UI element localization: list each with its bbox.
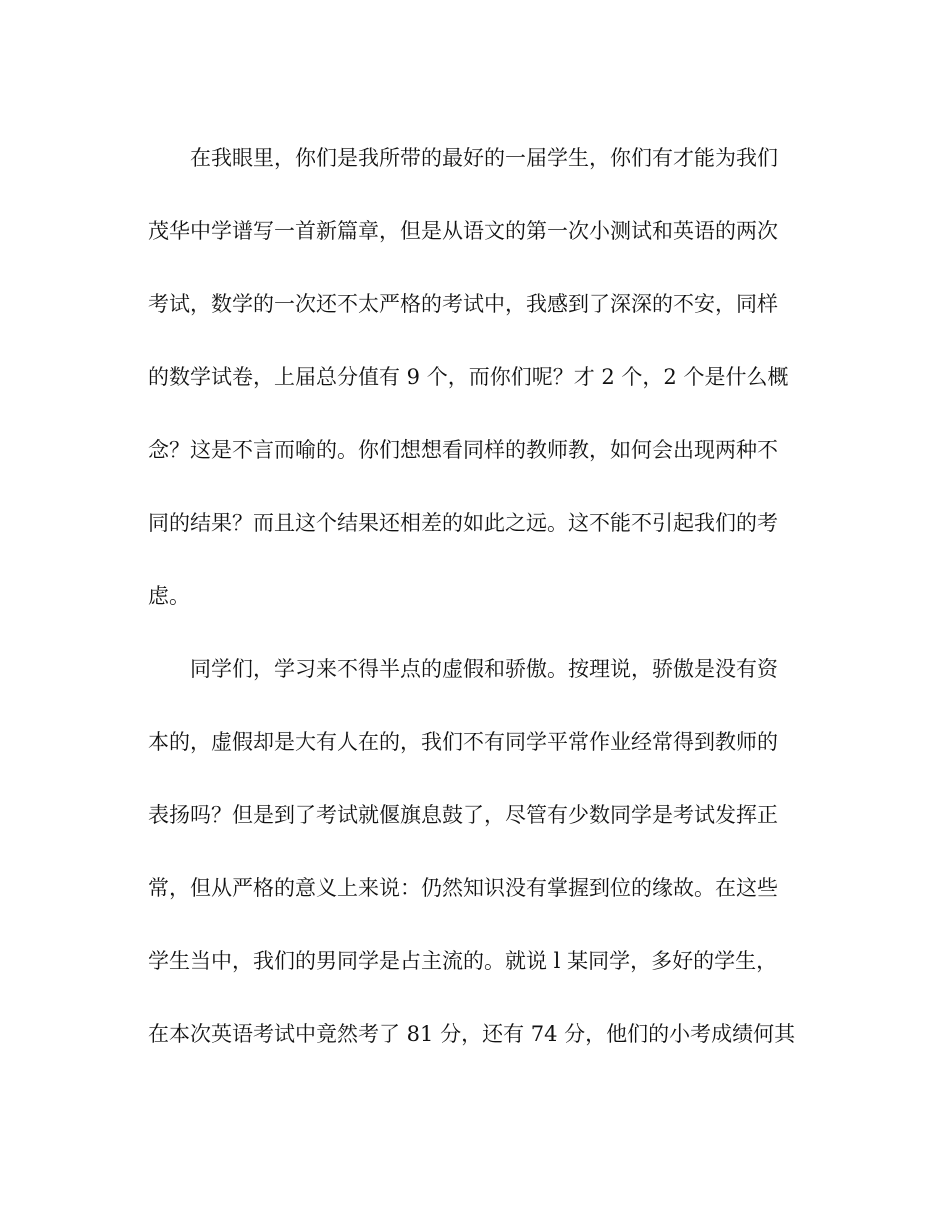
text-line: 虑。	[148, 584, 190, 608]
text-line: 学生当中，我们的男同学是占主流的。就说 l 某同学，多好的学生，	[148, 949, 778, 973]
text-line: 同的结果？而且这个结果还相差的如此之远。这不能不引起我们的考	[148, 511, 778, 535]
text-line: 的数学试卷，上届总分值有 9 个，而你们呢？才 2 个，2 个是什么概	[148, 365, 789, 389]
text-line: 在我眼里，你们是我所带的最好的一届学生，你们有才能为我们	[190, 146, 778, 170]
text-line: 本的，虚假却是大有人在的，我们不有同学平常作业经常得到教师的	[148, 730, 778, 754]
text-line: 同学们，学习来不得半点的虚假和骄傲。按理说，骄傲是没有资	[190, 657, 778, 681]
text-line: 在本次英语考试中竟然考了 81 分，还有 74 分，他们的小考成绩何其	[148, 1022, 796, 1046]
text-line: 茂华中学谱写一首新篇章，但是从语文的第一次小测试和英语的两次	[148, 219, 778, 243]
paragraph-1	[148, 136, 808, 647]
document-body	[148, 136, 808, 1085]
text-line: 表扬吗？但是到了考试就偃旗息鼓了，尽管有少数同学是考试发挥正	[148, 803, 778, 827]
text-line: 常，但从严格的意义上来说：仍然知识没有掌握到位的缘故。在这些	[148, 876, 778, 900]
text-line: 念？这是不言而喻的。你们想想看同样的教师教，如何会出现两种不	[148, 438, 778, 462]
paragraph-2	[148, 647, 808, 1085]
text-line: 考试，数学的一次还不太严格的考试中，我感到了深深的不安，同样	[148, 292, 778, 316]
